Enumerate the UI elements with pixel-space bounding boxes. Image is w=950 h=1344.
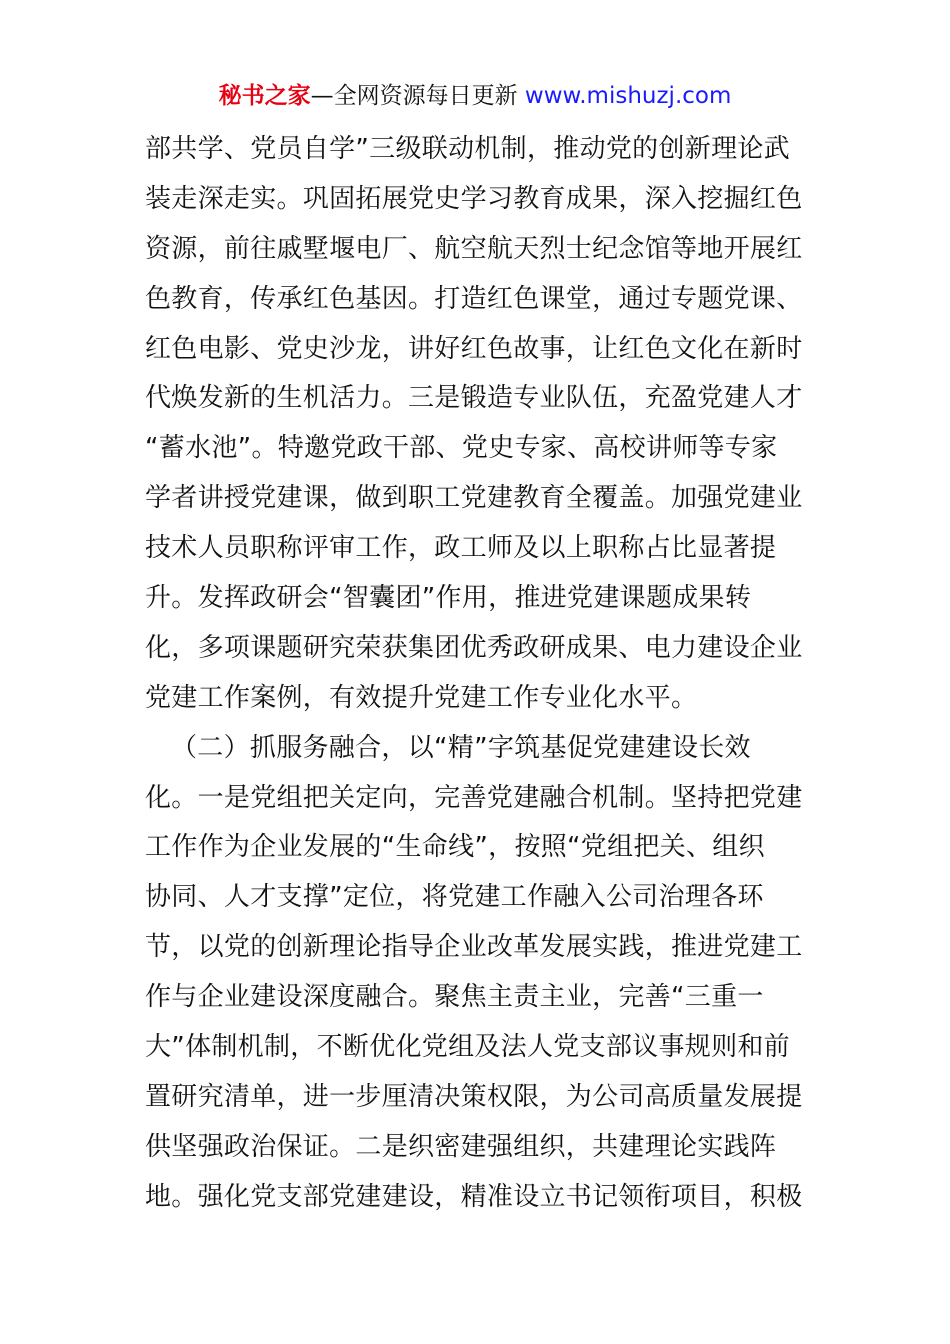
text-line: 升。发挥政研会“智囊团”作用，推进党建课题成果转 <box>145 583 752 614</box>
text-line: “蓄水池”。特邀党政干部、党史专家、高校讲师等专家 <box>145 433 778 464</box>
text-line: 协同、人才支撑”定位，将党建工作融入公司治理各环 <box>145 882 764 913</box>
text-line: 代焕发新的生机活力。三是锻造专业队伍，充盈党建人才 <box>145 383 803 414</box>
page-header <box>0 80 950 112</box>
text-line: 节，以党的创新理论指导企业改革发展实践，推进党建工 <box>145 932 803 963</box>
text-line: 色教育，传承红色基因。打造红色课堂，通过专题党课、 <box>145 283 803 314</box>
text-line: 资源，前往戚墅堰电厂、航空航天烈士纪念馆等地开展红 <box>145 233 803 264</box>
text-line: 党建工作案例，有效提升党建工作专业化水平。 <box>145 682 698 713</box>
text-line: 大”体制机制，不断优化党组及法人党支部议事规则和前 <box>145 1032 790 1063</box>
text-line: 化，多项课题研究荣获集团优秀政研成果、电力建设企业 <box>145 632 803 663</box>
brand-name: 秘书之家 <box>218 83 311 109</box>
text-line: 化。一是党组把关定向，完善党建融合机制。坚持把党建 <box>145 782 803 813</box>
site-url[interactable]: www.mishuzj.com <box>524 83 732 109</box>
document-body <box>145 125 807 1223</box>
text-line: 工作作为企业发展的“生命线”，按照“党组把关、组织 <box>145 832 765 863</box>
text-line: 作与企业建设深度融合。聚焦主责主业，完善“三重一 <box>145 982 764 1013</box>
text-line: 地。强化党支部党建建设，精准设立书记领衔项目，积极 <box>145 1181 803 1212</box>
text-line: 技术人员职称评审工作，政工师及以上职称占比显著提 <box>145 533 777 564</box>
section-heading-line: （二）抓服务融合，以“精”字筑基促党建建设长效 <box>171 732 751 763</box>
text-line: 部共学、党员自学”三级联动机制，推动党的创新理论武 <box>145 134 790 164</box>
text-line: 学者讲授党建课，做到职工党建教育全覆盖。加强党建业 <box>145 483 803 514</box>
header-slogan: —全网资源每日更新 <box>310 83 518 109</box>
text-line: 红色电影、党史沙龙，讲好红色故事，让红色文化在新时 <box>145 333 803 364</box>
text-line: 供坚强政治保证。二是织密建强组织，共建理论实践阵 <box>145 1131 777 1162</box>
text-line: 装走深走实。巩固拓展党史学习教育成果，深入挖掘红色 <box>145 183 803 214</box>
text-line: 置研究清单，进一步厘清决策权限，为公司高质量发展提 <box>145 1081 803 1112</box>
